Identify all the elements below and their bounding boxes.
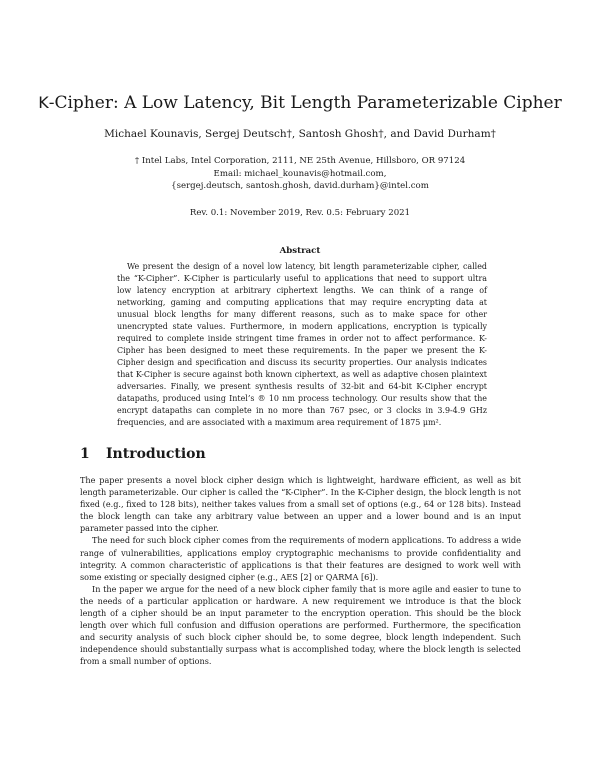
abstract-body	[117, 261, 487, 429]
email-line: {sergej.deutsch, santosh.ghosh, david.durham}@intel.com	[171, 181, 429, 191]
email-line: Email: michael_kounavis@hotmail.com,	[213, 168, 387, 179]
section-heading	[80, 445, 206, 463]
abstract-text: We present the design of a novel low latency, bit length parameterizable cipher, called the “K-Cipher”. K-Cipher is particularly useful to applications that need to support ultra low latency encryption at arbitrary ciphertext lengths. We can think of a range of networking, gaming and computing applications that may require encrypting data at unusual block lengths for many different reasons, such as to make space for other unencrypted state values. Furthermore, in modern applications, encryption is typically required to complete inside stringent time frames in order not to affect performance. K-Cipher has been designed to meet these requirements. In the paper we present the K-Cipher design and specification and discuss its security properties. Our analysis indicates that K-Cipher is secure against both known ciphertext, as well as adaptive chosen plaintext adversaries. Finally, we present synthesis results of 32-bit and 64-bit K-Cipher encrypt datapaths, produced using Intel’s ® 10 nm process technology. Our results show that the encrypt datapaths can complete in no more than 767 psec, or 3 clocks in 3.9-4.9 GHz frequencies, and are associated with a maximum area requirement of 1875 μm².	[117, 262, 487, 427]
abstract-heading: Abstract	[279, 246, 321, 256]
section-title: Introduction	[106, 446, 206, 462]
title-text: -Cipher: A Low Latency, Bit Length Parameterizable Cipher	[48, 93, 562, 113]
body-paragraph: The paper presents a novel block cipher design which is lightweight, hardware efficient, as well as bit length parameterizable. Our cipher is called the “K-Cipher”. In the K-Cipher design, the block length is not fixed (e.g., fixed to 128 bits), neither takes values from a small set of options (e.g., 64 or 128 bits). Instead the block length can take any arbitrary value between an upper and a lower bound and is an input parameter passed into the cipher.	[80, 475, 521, 534]
body-paragraph: The need for such block cipher comes from the requirements of modern applications. To address a wide range of vulnerabilities, applications employ cryptographic mechanisms to provide confidentiality and integrity. A common characteristic of applications is that their features are designed to work well with some existing or specially designed cipher (e.g., AES [2] or QARMA [6]).	[80, 535, 521, 582]
section-number: 1	[80, 446, 90, 462]
revision-line: Rev. 0.1: November 2019, Rev. 0.5: February 2021	[189, 208, 411, 218]
affiliation-block	[0, 155, 600, 193]
section-body	[80, 474, 521, 668]
title-k-letter: K	[38, 93, 49, 112]
affiliation-line: † Intel Labs, Intel Corporation, 2111, NE 25th Avenue, Hillsboro, OR 97124	[134, 156, 466, 166]
body-paragraph: In the paper we argue for the need of a new block cipher family that is more agile and easier to tune to the needs of a particular application or hardware. A new requirement we introduce is that the block length of a cipher should be an input parameter to the encryption operation. This should be the block length over which full confusion and diffusion operations are performed. Furthermore, the specification and security analysis of such block cipher should be, to some degree, block length independent. Such independence should substantially surpass what is accomplished today, where the block length is selected from a small number of options.	[80, 583, 521, 667]
paper-title	[0, 93, 600, 113]
author-list: Michael Kounavis, Sergej Deutsch†, Santosh Ghosh†, and David Durham†	[104, 128, 496, 140]
